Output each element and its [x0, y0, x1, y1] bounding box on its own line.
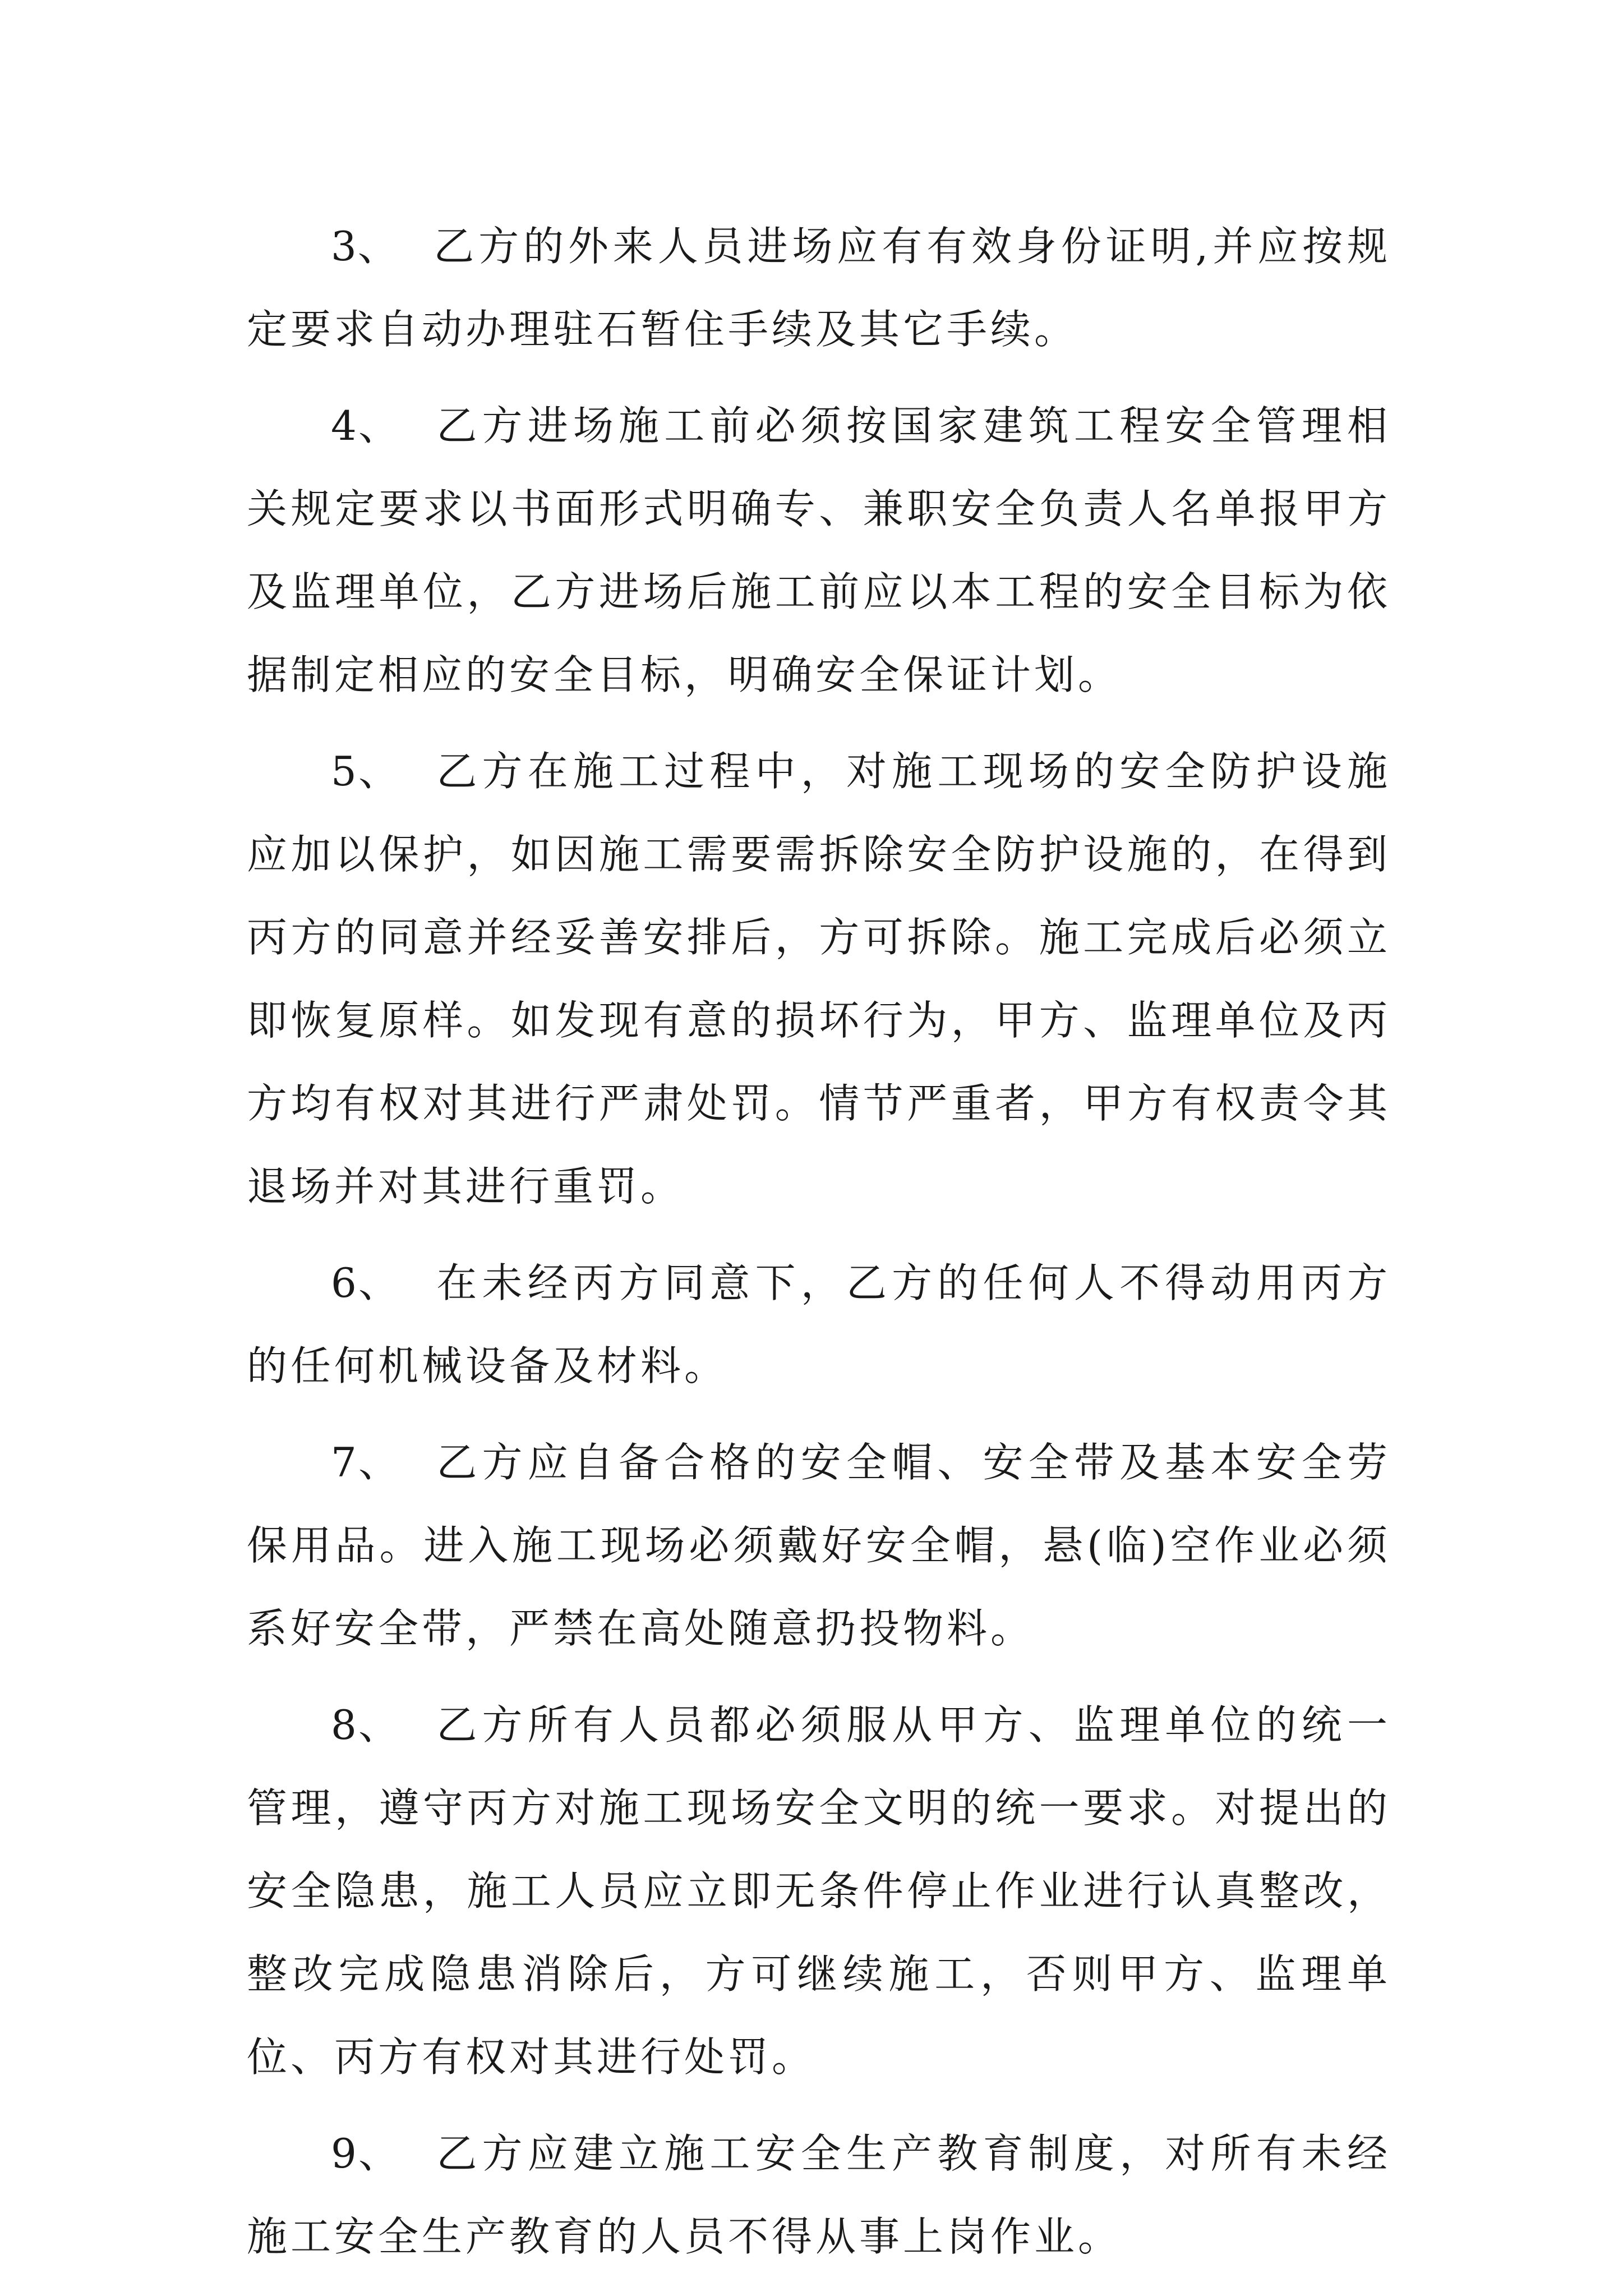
clause-text: 乙方所有人员都必须服从甲方、监理单位的统一管理，遵守丙方对施工现场安全文明的统一要求。对提出的安全隐患，施工人员应立即无条件停止作业进行认真整改，整改完成隐患消除后，方可继续施工，否则甲方、监理单位、丙方有权对其进行处罚。: [247, 1701, 1391, 2081]
clause-number: 3、: [331, 223, 399, 270]
clause-paragraph: [247, 1683, 1391, 2099]
clause-text: 乙方应建立施工安全生产教育制度，对所有未经施工安全生产教育的人员不得从事上岗作业。: [247, 2130, 1391, 2260]
clause-text: 在未经丙方同意下，乙方的任何人不得动用丙方的任何机械设备及材料。: [247, 1259, 1391, 1389]
clause-text: 乙方在施工过程中，对施工现场的安全防护设施应加以保护，如因施工需要需拆除安全防护设施的，在得到丙方的同意并经妥善安排后，方可拆除。施工完成后必须立即恢复原样。如发现有意的损坏行为，甲方、监理单位及丙方均有权对其进行严肃处罚。情节严重者，甲方有权责令其退场并对其进行重罚。: [247, 748, 1391, 1210]
clause-paragraph: [247, 205, 1391, 371]
clause-number: 7、: [331, 1439, 401, 1486]
clause-text: 乙方的外来人员进场应有有效身份证明,并应按规定要求自动办理驻石暂住手续及其它手续。: [247, 223, 1391, 353]
clause-number: 6、: [331, 1259, 401, 1306]
clause-text: 乙方进场施工前必须按国家建筑工程安全管理相关规定要求以书面形式明确专、兼职安全负责人名单报甲方及监理单位，乙方进场后施工前应以本工程的安全目标为依据制定相应的安全目标，明确安全保证计划。: [247, 402, 1391, 698]
clause-number: 4、: [331, 402, 401, 449]
clause-number: 8、: [331, 1701, 401, 1749]
document-body: [247, 205, 1391, 2292]
clause-number: 5、: [331, 748, 401, 795]
clause-paragraph: [247, 1421, 1391, 1670]
clause-number: 9、: [331, 2130, 401, 2177]
clause-paragraph: [247, 2112, 1391, 2278]
clause-paragraph: [247, 384, 1391, 716]
clause-paragraph: [247, 730, 1391, 1228]
clause-paragraph: [247, 1241, 1391, 1407]
clause-text: 乙方应自备合格的安全帽、安全带及基本安全劳保用品。进入施工现场必须戴好安全帽，悬(临)空作业必须系好安全带，严禁在高处随意扔投物料。: [247, 1439, 1391, 1652]
